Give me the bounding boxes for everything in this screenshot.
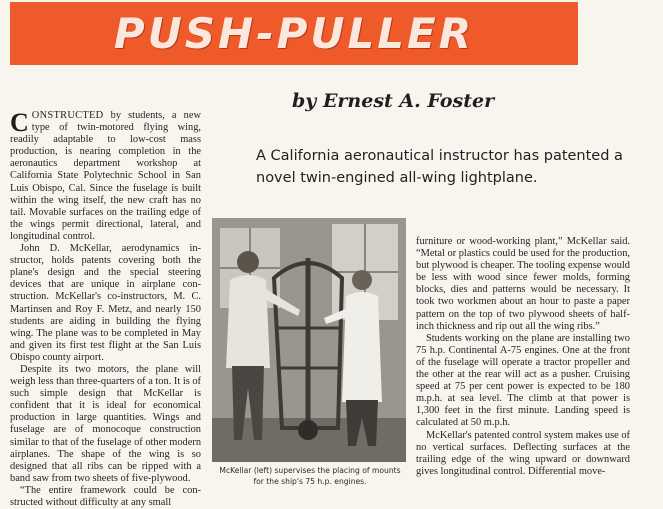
right-text-column bbox=[416, 236, 630, 500]
drop-cap: C bbox=[10, 108, 29, 137]
title-banner bbox=[10, 2, 578, 65]
paragraph: Students working on the plane are installing two 75 h.p. Continental A-75 engines. One at the front of the fuselage will operate a tractor propeller and the other at the rear will act as a pusher. Cruising speed at 75 per cent power is expected to be 180 m.p.h. at sea level. The climb at that power is 1,300 feet in the first minute. Landing speed is calculated at 50 m.p.h. bbox=[416, 332, 630, 429]
article-title: PUSH-PULLER bbox=[113, 9, 475, 58]
left-text-column bbox=[10, 108, 202, 508]
byline: by Ernest A. Foster bbox=[292, 90, 495, 112]
paragraph: Despite its two motors, the plane will weigh less than three-quarters of a ton. It is of such simple design that McKellar is confident that it is ideal for economical production in large quantities. Wings and fuselage are of monocoque construction similar to that of the fuselage of other modern airplanes. The shape of the wing is so designed that all ribs can be ripped with a band saw from two sheets of five-plywood. bbox=[10, 363, 202, 484]
photo-caption: McKellar (left) supervises the placing of mounts for the ship's 75 h.p. engines. bbox=[219, 466, 401, 486]
paragraph bbox=[10, 110, 201, 243]
paragraph-text: by students, a new type of twin-motored flying wing, readily adaptable to low-cost mass production, is nearing completion in the aeronautics department workshop at California State Polytechnic School in San Luis Obispo, Cal. Since the fuselage is built within the wing itself, the new craft has no tail. Movable surfaces on the trailing edge of the wings permit directional, lateral, and longitudinal control. bbox=[10, 110, 201, 242]
paragraph: McKellar's patented control system makes use of no vertical surfaces. Deflecting surfaces at the trailing edge of the wing upward or downward gives longitudinal control. Differential move- bbox=[416, 429, 630, 477]
article-subtitle: A California aeronautical instructor has patented a novel twin-engined all-wing lightplane. bbox=[256, 148, 623, 186]
photo-illustration bbox=[212, 218, 406, 462]
workshop-photo bbox=[212, 218, 406, 462]
paragraph: “The entire framework could be constructed without difficulty at any small bbox=[10, 484, 201, 508]
lead-in-word: ONSTRUCTED bbox=[31, 110, 104, 121]
paragraph: John D. McKellar, aerodynamics instructor, holds patents covering both the plane's design and the special steering devices that are unique in airplane construction. McKellar's co-instructors, M. C. Martinsen and Roy F. Metz, and nearly 150 students are aiding in building the flying wing. The plane was to be completed in May and given its first test flight at the San Luis Obispo county airport. bbox=[10, 243, 201, 363]
paragraph: furniture or wood-working plant,” McKellar said. “Metal or plastics could be used for the production, but plywood is cheaper. The tooling expense would be less with wood since fewer molds, forming blocks, dies and patterns would be necessary. It took two workmen about an hour to paste a paper pattern on the top of two plywood sheets of half-inch thickness and rip out all the wing ribs.” bbox=[416, 236, 630, 332]
